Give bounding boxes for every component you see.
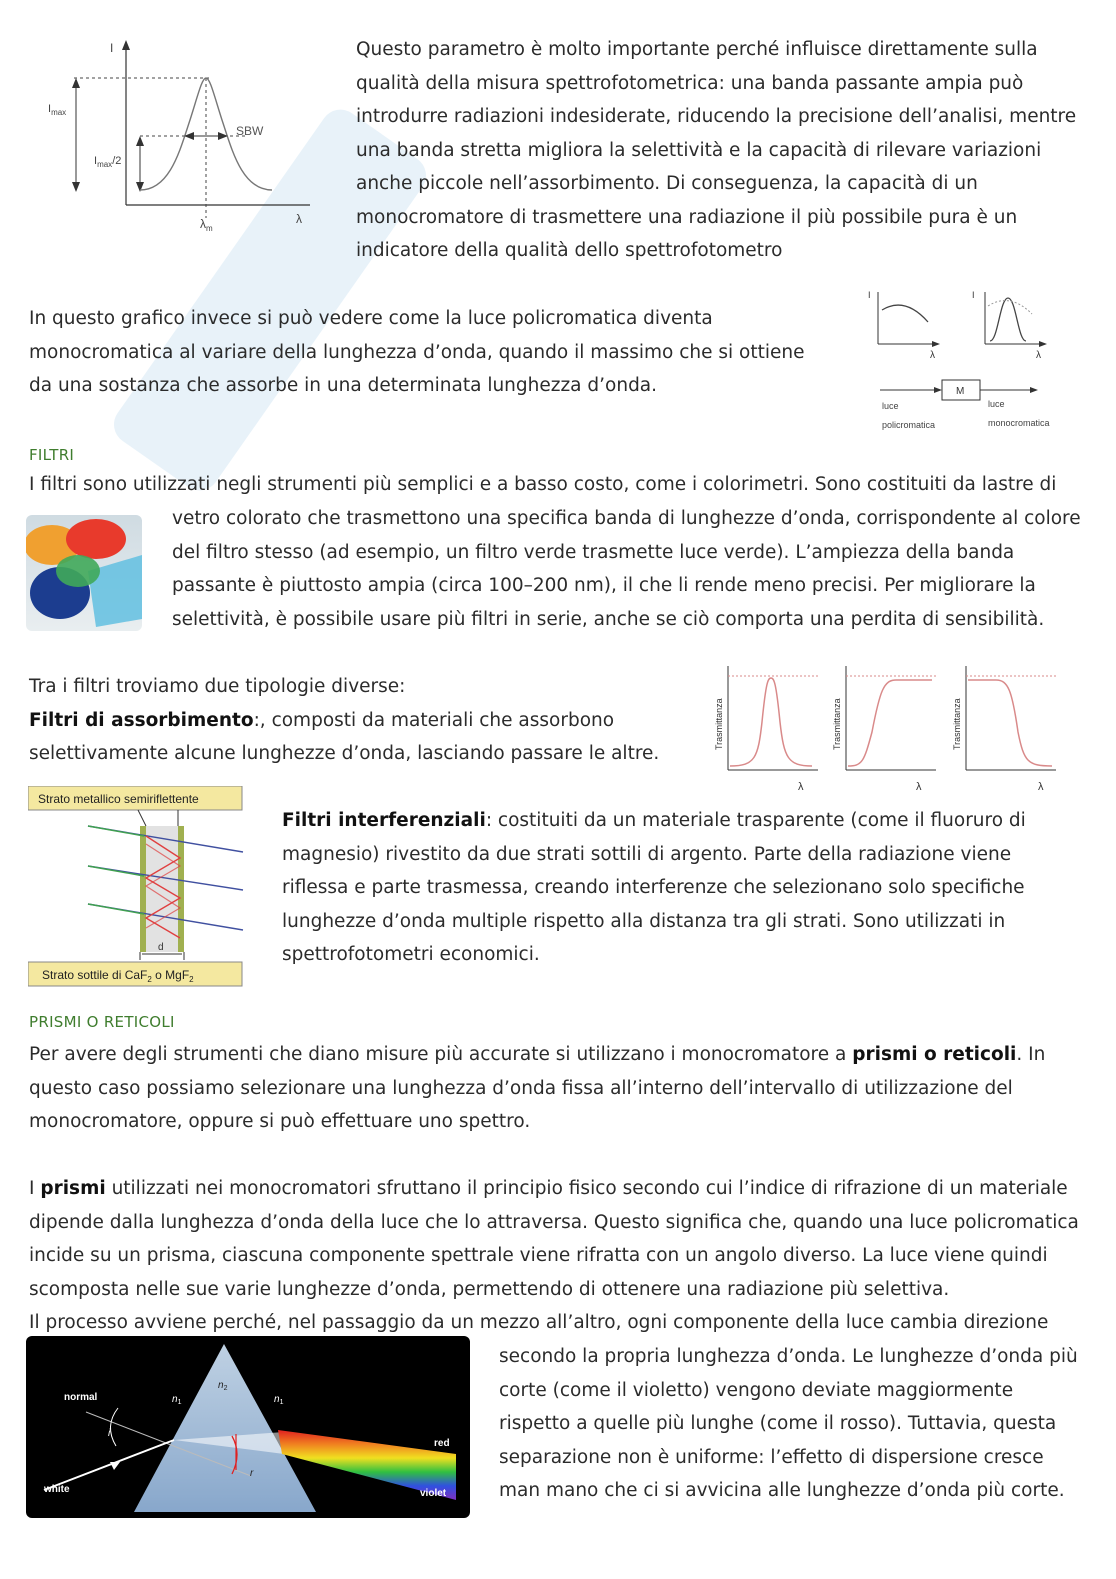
prism-n1-left: $n_1$: [172, 1394, 182, 1406]
sbw-x-axis-label: λ: [296, 212, 302, 226]
mono-l2: λ: [1036, 350, 1041, 361]
lambda-m-label: $\lambda_m$: [200, 217, 213, 233]
sbw-figure: [40, 40, 320, 240]
assorbimento-text: Filtri di assorbimento:, composti da materiali che assorbono selettivamente alcune lunghezze d’onda, lasciando passare le altre.: [29, 709, 660, 764]
prism-red-label: red: [434, 1438, 450, 1449]
prism-i-label: i: [108, 1428, 111, 1439]
paragraph-processo-first-line: Il processo avviene perché, nel passaggio da un mezzo all’altro, ogni componente della luce cambia direzione: [29, 1312, 1049, 1333]
trasmittanza-label-1: Trasmittanza: [714, 698, 724, 750]
prism-n2: $n_2$: [218, 1380, 228, 1392]
color-filters-image: [26, 515, 142, 631]
prism-white-label: white: [44, 1484, 70, 1495]
prismi-bold: prismi: [40, 1178, 106, 1199]
prism-normal-label: normal: [64, 1392, 98, 1403]
transmittance-x-label-2: λ: [916, 781, 922, 793]
strato-metallico-label: Strato metallico semiriflettente: [38, 792, 199, 806]
paragraph-processo-rest: secondo la propria lunghezza d’onda. Le lunghezze d’onda più corte (come il violetto) vengono deviate maggiormente rispetto a quelle più lunghe (come il rosso). Tuttavia, questa separazione non è uniforme: l’effetto di dispersione cresce man mano che ci si avvicina alle lunghezze d’onda più corte.: [499, 1346, 1078, 1501]
transmittance-x-label-1: λ: [798, 781, 804, 793]
imax-label: $I_{max}$: [48, 103, 67, 117]
sbw-y-axis-label: I: [110, 41, 114, 55]
transmittance-figure: [700, 662, 1070, 798]
mono-poli: policromatica: [882, 420, 936, 430]
interference-filter-figure: [28, 786, 246, 988]
prismi-reticoli-bold: prismi o reticoli: [852, 1044, 1017, 1065]
heading-filtri: FILTRI: [29, 446, 75, 464]
paragraph-prismi-principio: I prismi utilizzati nei monocromatori sfruttano il principio fisico secondo cui l’indice di rifrazione di un materiale dipende dalla lunghezza d’onda della luce che lo attraversa. Questo significa che, quando una luce policromatica incide su un prisma, ciascuna componente spettrale viene rifratta con un angolo diverso. La luce viene quindi scomposta nelle sue varie lunghezze d’onda, permettendo di ottenere una radiazione più selettiva.: [29, 1178, 1079, 1300]
monochromator-figure: [860, 286, 1070, 434]
mono-i2: I: [972, 290, 975, 300]
paragraph-interferenziali: Filtri interferenziali: costituiti da un materiale trasparente (come il fluoruro di magnesio) rivestito da due strati sottili di argento. Parte della radiazione viene riflessa e parte trasmessa, creando interferenze che selezionano solo specifiche lunghezze d’onda multiple rispetto alla distanza tra gli strati. Sono utilizzati in spettrofotometri economici.: [282, 810, 1026, 965]
paragraph-tipologie: [29, 670, 669, 771]
heading-prismi: PRISMI O RETICOLI: [29, 1013, 175, 1031]
prism-figure: [26, 1336, 470, 1518]
paragraph-prismi: Per avere degli strumenti che diano misure più accurate si utilizzano i monocromatore a prismi o reticoli. In questo caso possiamo selezionare una lunghezza d’onda fissa all’interno dell’intervallo di utilizzazione del monocromatore, oppure si può effettuare uno spettro.: [29, 1044, 1046, 1132]
mono-luce2: luce: [988, 399, 1005, 409]
paragraph-bandwidth: Questo parametro è molto importante perché influisce direttamente sulla qualità della misura spettrofotometrica: una banda passante ampia può introdurre radiazioni indesiderate, riducendo la precisione dell’analisi, mentre una banda stretta migliora la selettività e la capacità di rilevare variazioni anche piccole nell’assorbimento. Di conseguenza, la capacità di un monocromatore di trasmettere una radiazione il più possibile pura è un indicatore della qualità dello spettrofotometro: [356, 39, 1077, 261]
mono-m-label: M: [956, 386, 965, 397]
mono-l1: λ: [930, 350, 935, 361]
paragraph-graph: In questo grafico invece si può vedere come la luce policromatica diventa monocromatica al variare della lunghezza d’onda, quando il massimo che si ottiene da una sostanza che assorbe in una determinata lunghezza d’onda.: [29, 308, 805, 396]
strato-sottile-label: Strato sottile di CaF$_2$ o MgF$_2$: [42, 968, 194, 984]
mono-luce1: luce: [882, 401, 899, 411]
imax-half-label: $I_{max}/2$: [94, 155, 122, 169]
trasmittanza-label-3: Trasmittanza: [952, 698, 962, 750]
mono-mono: monocromatica: [988, 418, 1050, 428]
sbw-label: SBW: [236, 124, 264, 138]
prism-r-label: r: [250, 1468, 254, 1479]
paragraph-filtri-first-line: I filtri sono utilizzati negli strumenti più semplici e a basso costo, come i colorimetri. Sono costituiti da lastre di: [29, 474, 1057, 495]
assorbimento-label: Filtri di assorbimento: [29, 709, 254, 731]
interferenziali-label: Filtri interferenziali: [282, 810, 486, 831]
transmittance-x-label-3: λ: [1038, 781, 1044, 793]
distance-d-label: d: [158, 942, 164, 953]
prism-violet-label: violet: [420, 1488, 447, 1499]
prism-n1-right: $n_1$: [274, 1394, 284, 1406]
paragraph-filtri-rest: vetro colorato che trasmettono una specifica banda di lunghezze d’onda, corrispondente al colore del filtro stesso (ad esempio, un filtro verde trasmette luce verde). L’ampiezza della banda passante è piuttosto ampia (circa 100–200 nm), il che li rende meno precisi. Per migliorare la selettività, è possibile usare più filtri in serie, anche se ciò comporta una perdita di sensibilità.: [172, 508, 1081, 630]
tipologie-intro: Tra i filtri troviamo due tipologie diverse:: [29, 676, 406, 697]
trasmittanza-label-2: Trasmittanza: [832, 698, 842, 750]
mono-i1: I: [868, 290, 871, 300]
